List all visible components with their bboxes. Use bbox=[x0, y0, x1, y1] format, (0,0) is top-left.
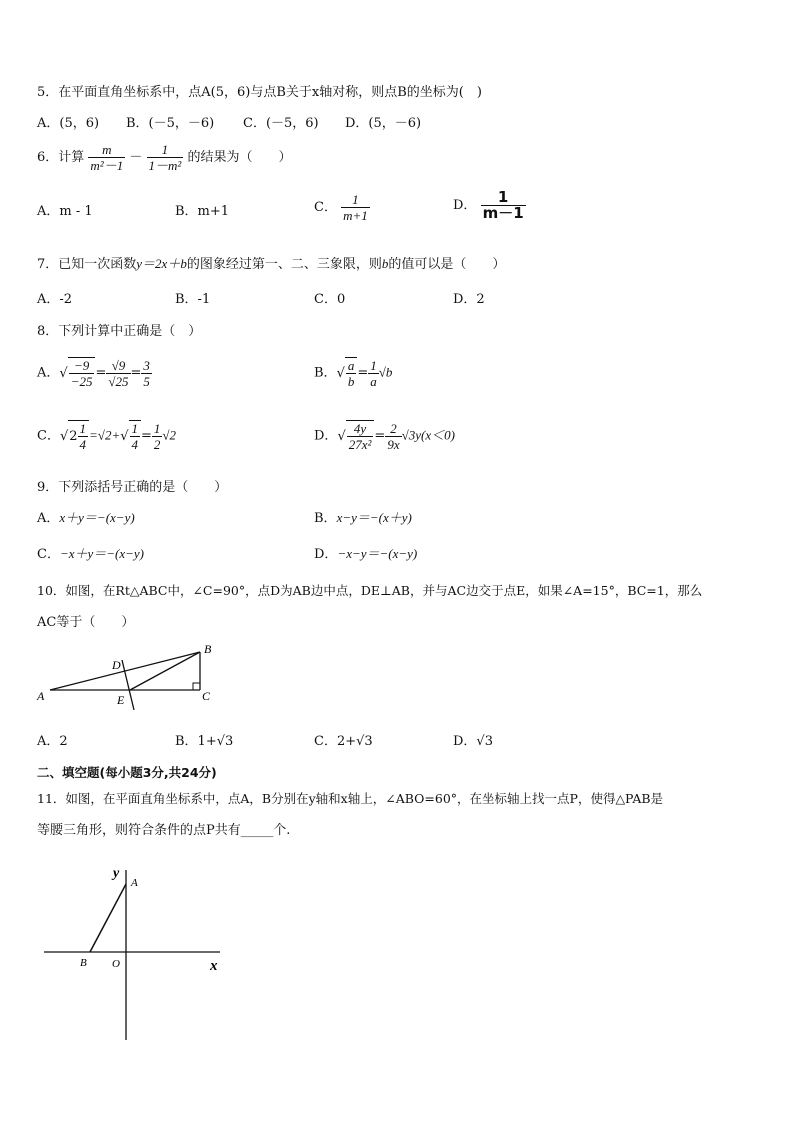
q10-segment-be bbox=[130, 652, 200, 690]
q5-option-a: A．(5，6) bbox=[37, 116, 100, 131]
q8-option-a: A．√ $\frac{-9}{-25}$ = $\frac{√9}{√25}$ = $\frac{3}{5}$ bbox=[37, 357, 150, 389]
q10-label-a: A bbox=[37, 689, 45, 703]
q11-label-a: A bbox=[131, 877, 138, 889]
q9-option-a: A．x＋y＝−(x−y) bbox=[37, 510, 135, 526]
q11-stem-line1: 11．如图，在平面直角坐标系中，点A，B分别在y轴和x轴上，∠ABO=60°，在坐标轴上找一点P，使得△PAB是 bbox=[37, 791, 664, 806]
q10-label-e: E bbox=[117, 693, 125, 707]
q6-fraction-1: $\frac{m}{\text{m²－1}}$ bbox=[90, 142, 124, 173]
q8-option-c: C．√2 $\frac{1}{4}$ =√2+√ $\frac{1}{4}$ = $\frac{1}{2}$ √2 bbox=[37, 420, 177, 452]
q9-stem: 9．下列添括号正确的是（ ） bbox=[37, 480, 228, 495]
q10-option-b: B．1+√3 bbox=[175, 734, 234, 749]
q7-option-d: D．2 bbox=[453, 292, 485, 307]
q10-label-d: D bbox=[112, 658, 121, 672]
q6-minus: － bbox=[129, 150, 143, 165]
q10-option-c: C．2+√3 bbox=[314, 734, 373, 749]
q11-figure bbox=[40, 862, 230, 1044]
q11-label-o: O bbox=[112, 958, 120, 970]
q6-fraction-2: $\frac{1}{\text{1－m²}}$ bbox=[148, 142, 182, 173]
q10-stem-line1: 10．如图，在Rt△ABC中，∠C=90°，点D为AB边中点，DE⊥AB，并与AC边交于点E，如果∠A=15°，BC=1，那么 bbox=[37, 583, 703, 598]
q9-option-b: B．x−y＝−(x＋y) bbox=[314, 510, 412, 526]
q5-option-c: C．(－5，6) bbox=[243, 116, 319, 131]
q5-option-b: B．(－5，－6) bbox=[126, 116, 215, 131]
q10-option-a: A．2 bbox=[37, 734, 68, 749]
q6-stem bbox=[37, 142, 291, 173]
section-2-heading: 二、填空题(每小题3分,共24分) bbox=[37, 765, 217, 780]
q9-option-d: D．−x−y＝−(x−y) bbox=[314, 546, 418, 562]
q10-label-b: B bbox=[204, 642, 212, 656]
q6-option-c: C． $\frac{1}{m+1}$ bbox=[314, 192, 368, 223]
q11-stem-line2: 等腰三角形，则符合条件的点P共有_____个. bbox=[37, 823, 291, 838]
q10-right-angle-mark bbox=[193, 683, 200, 690]
q7-option-c: C．0 bbox=[314, 292, 346, 307]
q7-option-a: A．-2 bbox=[37, 292, 73, 307]
q11-label-y: y bbox=[113, 866, 120, 881]
q10-figure bbox=[36, 640, 218, 716]
q5-stem: 5．在平面直角坐标系中，点A(5，6)与点B关于x轴对称，则点B的坐标为( ) bbox=[37, 85, 482, 100]
q10-stem-line2: AC等于（ ） bbox=[37, 615, 135, 630]
q7-option-b: B．-1 bbox=[175, 292, 211, 307]
q8-option-d: D．√ $\frac{4y}{\text{27x²}}$ = $\frac{2}{9x}$ √3y(x＜0) bbox=[314, 420, 455, 452]
q11-label-b: B bbox=[80, 957, 87, 969]
q11-label-x: x bbox=[210, 958, 218, 974]
q8-stem: 8．下列计算中正确是（ ） bbox=[37, 324, 202, 339]
q5-option-d: D．(5，－6) bbox=[345, 116, 422, 131]
q6-suffix: 的结果为（ ） bbox=[187, 150, 292, 165]
q6-option-a: A．m - 1 bbox=[37, 204, 93, 219]
q8-option-b: B．√ $\frac{a}{b}$ = $\frac{1}{a}$ √b bbox=[314, 357, 393, 389]
q6-option-d: D． $\frac{1}{m-1}$ bbox=[453, 188, 524, 222]
q11-segment-ab bbox=[90, 884, 126, 952]
q7-stem: 7．已知一次函数y＝2x＋b的图象经过第一、二、三象限，则b的值可以是（ ） bbox=[37, 256, 506, 272]
q10-label-c: C bbox=[202, 689, 211, 703]
q9-option-c: C．−x＋y＝−(x−y) bbox=[37, 546, 145, 562]
q6-prefix: 6．计算 bbox=[37, 150, 85, 165]
q6-option-b: B．m+1 bbox=[175, 204, 230, 219]
q10-option-d: D．√3 bbox=[453, 734, 493, 749]
